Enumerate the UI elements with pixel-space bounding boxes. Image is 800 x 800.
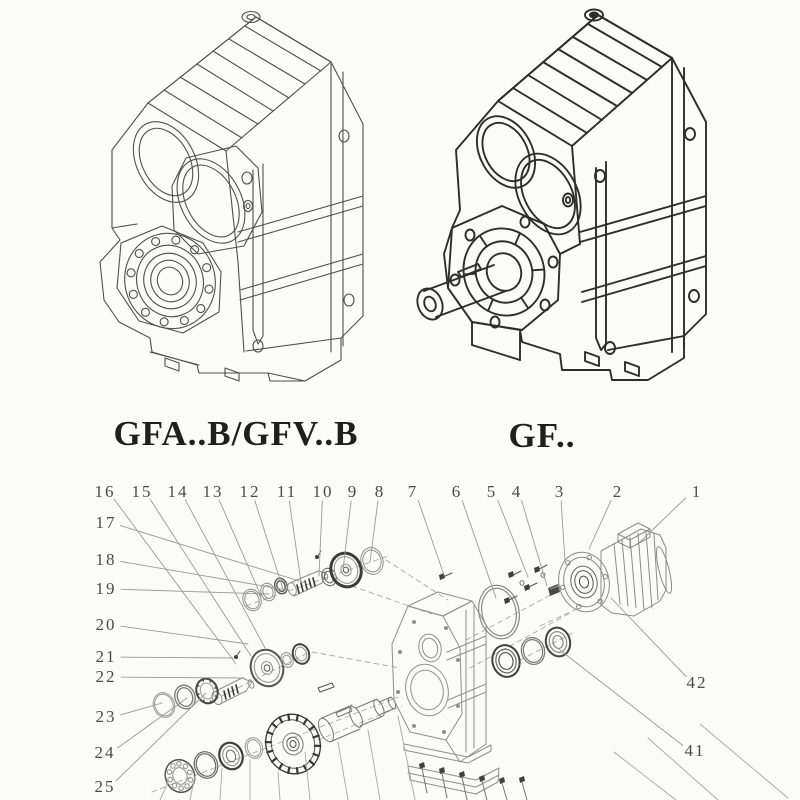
input-openings bbox=[120, 110, 262, 254]
output-flange-shaft bbox=[413, 206, 560, 330]
leader-line-4 bbox=[522, 501, 547, 586]
output-shaft bbox=[315, 696, 397, 744]
leader-line-10 bbox=[319, 501, 322, 576]
leader-line-7 bbox=[418, 500, 444, 575]
callout-8: 8 bbox=[374, 482, 386, 502]
callout-11: 11 bbox=[276, 482, 298, 502]
housing-cover bbox=[408, 766, 499, 794]
callout-2: 2 bbox=[612, 482, 624, 502]
callout-5: 5 bbox=[486, 482, 498, 502]
alignment-axes bbox=[152, 556, 583, 792]
model-label-gfab: GFA..B/GFV..B bbox=[113, 414, 359, 453]
callout-6: 6 bbox=[451, 482, 463, 502]
callout-16: 16 bbox=[94, 482, 116, 502]
callout-14: 14 bbox=[167, 482, 189, 502]
callout-20: 20 bbox=[95, 615, 117, 635]
leader-line-17 bbox=[120, 526, 306, 583]
leader-line-42 bbox=[611, 598, 686, 677]
mounting-feet bbox=[472, 322, 684, 376]
cover-bolts bbox=[419, 762, 527, 800]
mounting-feet bbox=[150, 352, 305, 381]
leader-line-14 bbox=[185, 500, 265, 648]
callout-24: 24 bbox=[94, 743, 116, 763]
intermediate-shaft-assembly bbox=[210, 642, 312, 706]
leader-line-20 bbox=[121, 626, 248, 644]
side-face-ribs bbox=[238, 64, 363, 352]
callout-42: 42 bbox=[686, 673, 708, 693]
gearbox-drawing-gf bbox=[413, 10, 706, 381]
leader-line-12 bbox=[255, 501, 283, 590]
leader-line-41 bbox=[556, 647, 683, 746]
leader-line-22 bbox=[121, 677, 244, 678]
callout-17: 17 bbox=[95, 513, 117, 533]
callout-13: 13 bbox=[202, 482, 224, 502]
flange-ring-parts bbox=[474, 581, 574, 680]
callout-4: 4 bbox=[511, 482, 523, 502]
callout-leader-lines bbox=[114, 498, 686, 781]
leader-line-21 bbox=[121, 657, 233, 658]
output-gear bbox=[258, 707, 328, 781]
housing-gasket bbox=[404, 744, 491, 763]
roof-fins bbox=[498, 15, 672, 146]
callout-9: 9 bbox=[347, 482, 359, 502]
callout-15: 15 bbox=[131, 482, 153, 502]
gearbox-drawing-gfab bbox=[100, 12, 363, 382]
motor-drawing bbox=[552, 523, 674, 617]
callout-23: 23 bbox=[95, 707, 117, 727]
callout-10: 10 bbox=[312, 482, 334, 502]
input-shaft-assembly bbox=[240, 545, 386, 613]
callout-1: 1 bbox=[691, 482, 703, 502]
leader-line-5 bbox=[498, 500, 528, 577]
leader-line-3 bbox=[561, 501, 565, 561]
callout-3: 3 bbox=[554, 482, 566, 502]
terminal-box bbox=[618, 523, 650, 548]
callout-21: 21 bbox=[95, 647, 117, 667]
leader-line-16 bbox=[114, 499, 236, 664]
model-label-gf: GF.. bbox=[508, 416, 576, 455]
roller-bearing bbox=[161, 756, 200, 797]
callout-22: 22 bbox=[95, 667, 117, 687]
callout-18: 18 bbox=[95, 550, 117, 570]
callout-25: 25 bbox=[94, 777, 116, 797]
callout-19: 19 bbox=[95, 579, 117, 599]
leader-line-9 bbox=[343, 501, 351, 570]
callout-7: 7 bbox=[407, 482, 419, 502]
callout-41: 41 bbox=[684, 741, 706, 761]
output-boss bbox=[111, 221, 228, 342]
leader-line-2 bbox=[589, 500, 611, 549]
leader-line-1 bbox=[640, 498, 686, 542]
housing-assembly bbox=[392, 592, 527, 800]
leader-line-11 bbox=[289, 501, 301, 582]
input-gear bbox=[326, 549, 366, 591]
intermediate-gear bbox=[246, 645, 289, 691]
side-face-ribs bbox=[580, 60, 706, 354]
roof-fins bbox=[148, 17, 331, 151]
leader-line-18 bbox=[121, 562, 287, 591]
leader-line-6 bbox=[462, 500, 496, 598]
fastener-parts bbox=[439, 565, 560, 604]
callout-12: 12 bbox=[239, 482, 261, 502]
